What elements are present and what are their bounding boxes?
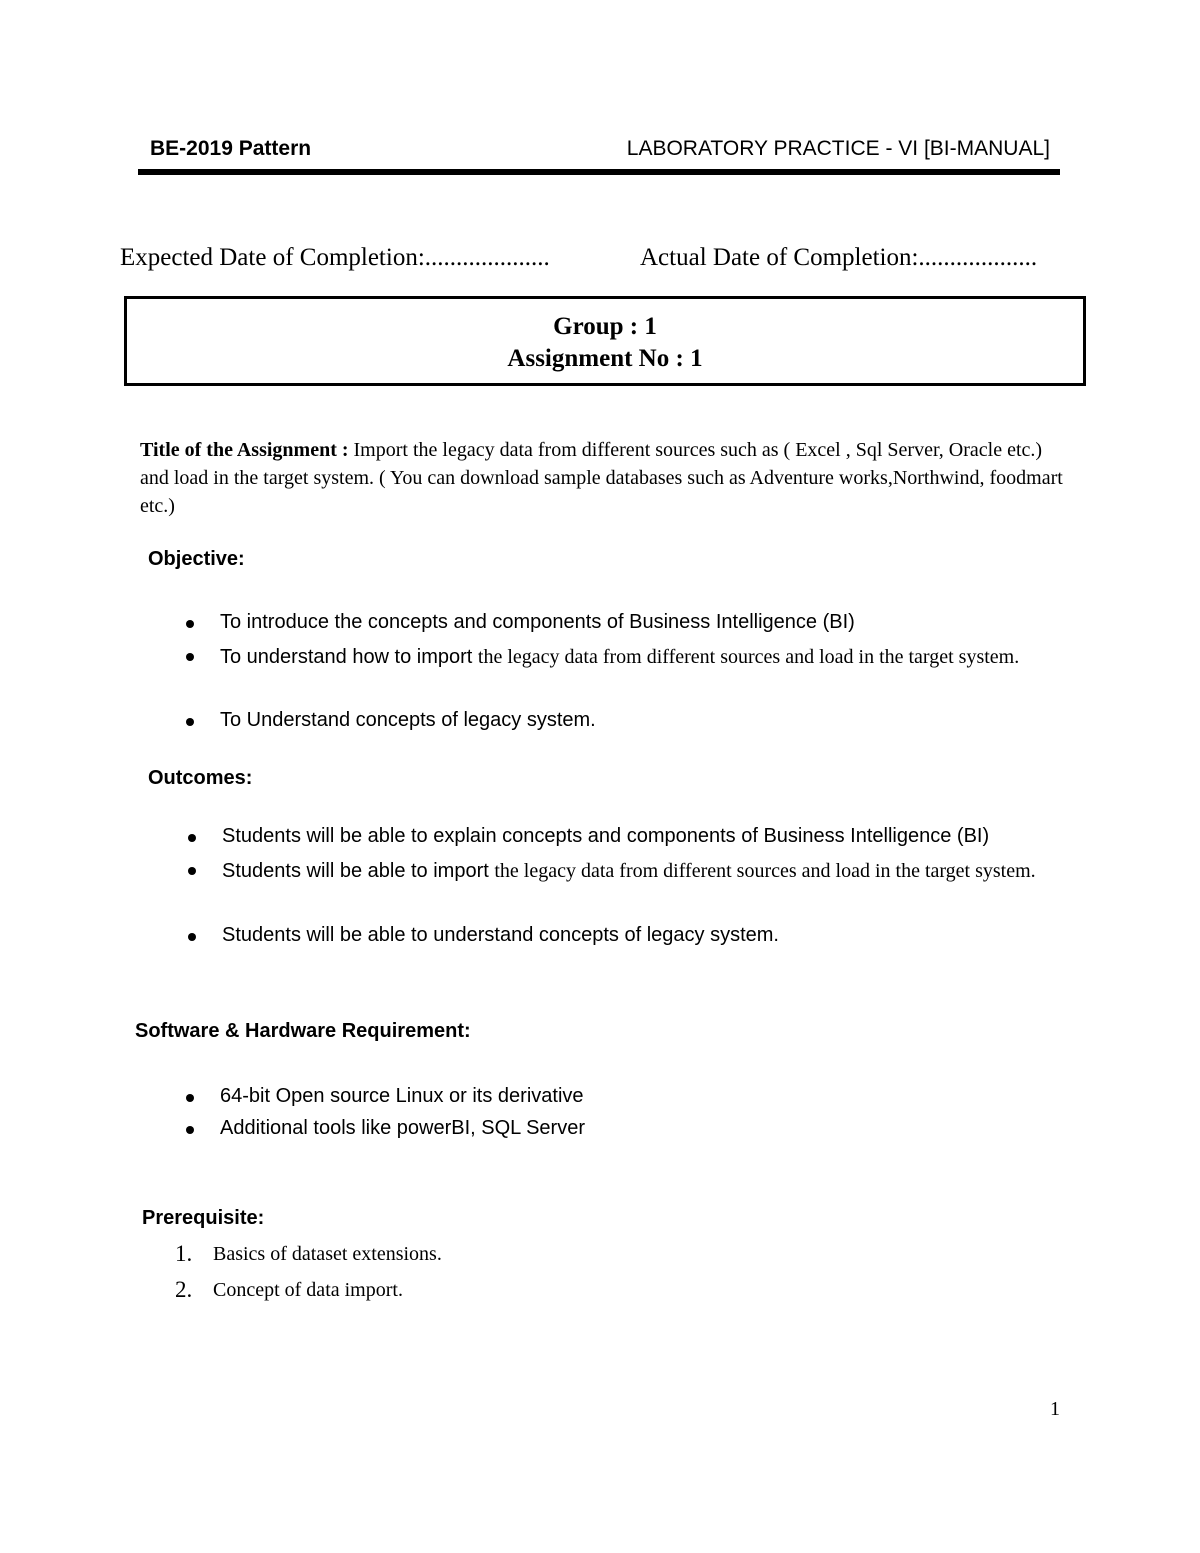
page-header [140,134,1058,168]
page-number: 1 [1050,1398,1060,1420]
list-item: Students will be able to understand concepts of legacy system. [188,921,1093,954]
header-divider [138,169,1060,175]
list-item: To introduce the concepts and components of Business Intelligence (BI) [186,608,1086,641]
objective-heading: Objective: [148,548,245,570]
header-pattern: BE-2019 Pattern [150,137,312,160]
actual-date-field: Actual Date of Completion:................... [640,244,1038,271]
title-label: Title of the Assignment : [140,439,349,461]
requirements-list [186,1082,986,1146]
header-course-title: LABORATORY PRACTICE - VI [BI-MANUAL] [626,137,1050,160]
prerequisite-list [175,1236,875,1308]
expected-date-field: Expected Date of Completion:.................... [120,244,550,271]
list-item: To Understand concepts of legacy system. [186,706,1086,739]
list-item: 1. Basics of dataset extensions. [175,1241,442,1266]
list-item: To understand how to import the legacy data from different sources and load in the target system. [186,641,1086,706]
objective-list [186,608,1086,739]
prerequisite-heading: Prerequisite: [142,1207,265,1229]
assignment-title [140,436,1070,520]
list-item: 64-bit Open source Linux or its derivative [186,1082,986,1114]
group-label: Group : 1 [553,313,657,340]
list-item: Additional tools like powerBI, SQL Server [186,1114,986,1146]
requirements-heading: Software & Hardware Requirement: [135,1020,471,1042]
list-item: Students will be able to explain concepts and components of Business Intelligence (BI) [188,822,1093,855]
list-item: Students will be able to import the legacy data from different sources and load in the target system. [188,855,1093,921]
outcomes-list [188,822,1093,954]
list-item: 2. Concept of data import. [175,1277,403,1302]
assignment-number: Assignment No : 1 [507,345,703,372]
outcomes-heading: Outcomes: [148,767,253,789]
title-text: Import the legacy data from different sources such as ( Excel , Sql Server, Oracle etc.) and load in the target system. ( You can download sample databases such as Adventure works,Northwind, foodmart etc.) [140,439,1063,517]
group-assignment-box [124,296,1086,386]
